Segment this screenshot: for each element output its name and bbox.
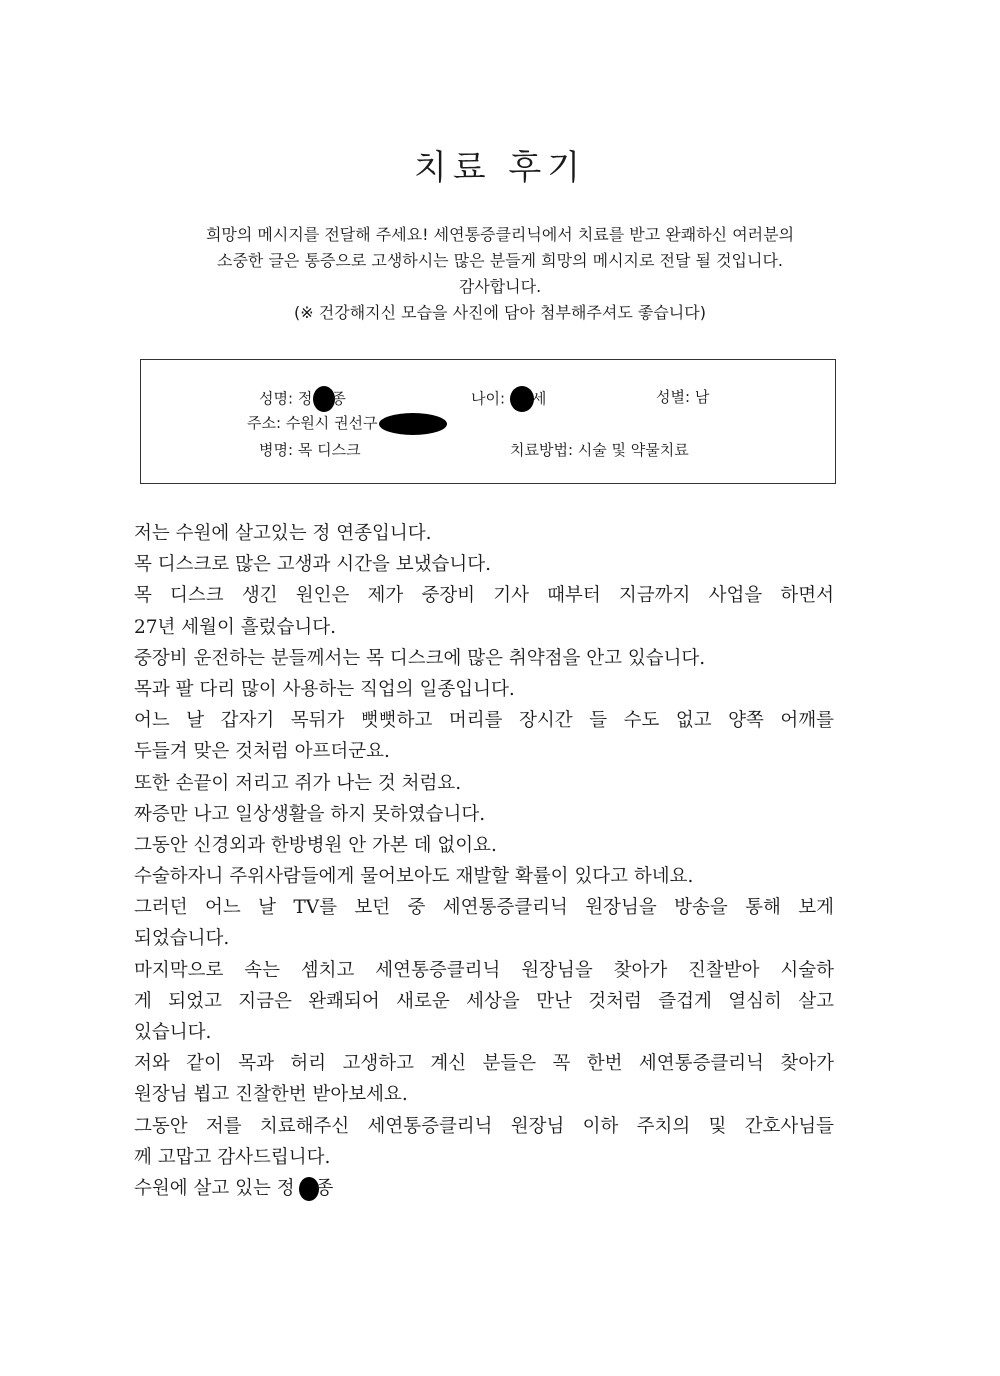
- age-label: 나이:: [471, 389, 506, 408]
- body-line: 있습니다.: [134, 1022, 212, 1043]
- body-line: 께 고맙고 감사드립니다.: [134, 1146, 331, 1168]
- sex-field: [656, 386, 709, 407]
- signature-line: [134, 1173, 834, 1204]
- body-line: 또한 손끝이 저리고 쥐가 나는 것 처럼요.: [134, 772, 462, 794]
- body-line: 되었습니다.: [134, 928, 230, 950]
- name-field: [259, 386, 346, 412]
- name-first: 정: [297, 389, 313, 408]
- treatment-field: [510, 439, 689, 460]
- body-line: 목과 팔 다리 많이 사용하는 직업의 일종입니다.: [134, 678, 515, 700]
- address-field: [247, 412, 447, 435]
- patient-info-box: [140, 359, 836, 484]
- body-line: 원장님 뵙고 진찰한번 받아보세요.: [134, 1084, 408, 1106]
- sex-label: 성별:: [656, 388, 691, 406]
- redaction-mark: [379, 413, 447, 435]
- redaction-mark: [510, 386, 534, 412]
- body-line: 중장비 운전하는 분들께서는 목 디스크에 많은 취약점을 안고 있습니다.: [134, 647, 706, 669]
- intro-line: 소중한 글은 통증으로 고생하시는 많은 분들게 희망의 메시지로 전달 될 것입니다.: [217, 251, 783, 270]
- signature-prefix: 수원에 살고 있는 정: [134, 1177, 295, 1199]
- disease-field: [259, 439, 361, 460]
- body-line: 저와 같이 목과 허리 고생하고 계신 분들은 꼭 한번 세연통증클리닉 찾아가: [134, 1053, 834, 1075]
- intro-line: 희망의 메시지를 전달해 주세요! 세연통증클리닉에서 치료를 받고 완쾌하신 여러분의: [205, 225, 795, 244]
- disease-label: 병명:: [259, 441, 294, 459]
- address-label: 주소:: [247, 414, 282, 432]
- sex-value: 남: [694, 388, 710, 406]
- intro-line: 감사합니다.: [458, 277, 542, 296]
- body-line: 수술하자니 주위사람들에게 물어보아도 재발할 확률이 있다고 하네요.: [134, 866, 694, 888]
- address-value: 수원시 권선구: [285, 414, 378, 432]
- body-line: 그동안 신경외과 한방병원 안 가본 데 없이요.: [134, 834, 497, 856]
- signature-suffix: 종: [315, 1177, 334, 1199]
- intro-text: [0, 222, 1000, 326]
- body-line: 게 되었고 지금은 완쾌되어 새로운 세상을 만난 것처럼 즐겁게 열심히 살고: [134, 990, 834, 1012]
- body-line: 27년 세월이 흘렀습니다.: [134, 616, 337, 638]
- body-line: 그러던 어느 날 TV를 보던 중 세연통증클리닉 원장님을 방송을 통해 보게: [134, 897, 834, 919]
- treatment-value: 시술 및 약물치료: [577, 441, 689, 459]
- page-title: 치료 후기: [413, 148, 587, 188]
- name-last: 종: [331, 389, 346, 408]
- body-line: 마지막으로 속는 셈치고 세연통증클리닉 원장님을 찾아가 진찰받아 시술하: [134, 959, 834, 981]
- age-suffix: 세: [531, 389, 547, 408]
- intro-line: (※ 건강해지신 모습을 사진에 담아 첨부해주셔도 좋습니다): [294, 303, 706, 322]
- body-line: 두들겨 맞은 것처럼 아프더군요.: [134, 741, 390, 763]
- age-field: [471, 386, 546, 412]
- testimonial-body: [134, 518, 834, 1204]
- body-line: 목 디스크 생긴 원인은 제가 중장비 기사 때부터 지금까지 사업을 하면서: [134, 585, 834, 607]
- body-line: 어느 날 갑자기 목뒤가 뻣뻣하고 머리를 장시간 들 수도 없고 양쪽 어깨를: [134, 710, 834, 732]
- body-line: 목 디스크로 많은 고생과 시간을 보냈습니다.: [134, 554, 491, 576]
- body-line: 저는 수원에 살고있는 정 연종입니다.: [134, 523, 432, 544]
- body-line: 그동안 저를 치료해주신 세연통증클리닉 원장님 이하 주치의 및 간호사님들: [134, 1115, 834, 1137]
- name-label: 성명:: [259, 389, 294, 408]
- body-line: 짜증만 나고 일상생활을 하지 못하였습니다.: [134, 803, 486, 825]
- disease-value: 목 디스크: [297, 441, 361, 459]
- treatment-label: 치료방법:: [510, 441, 574, 459]
